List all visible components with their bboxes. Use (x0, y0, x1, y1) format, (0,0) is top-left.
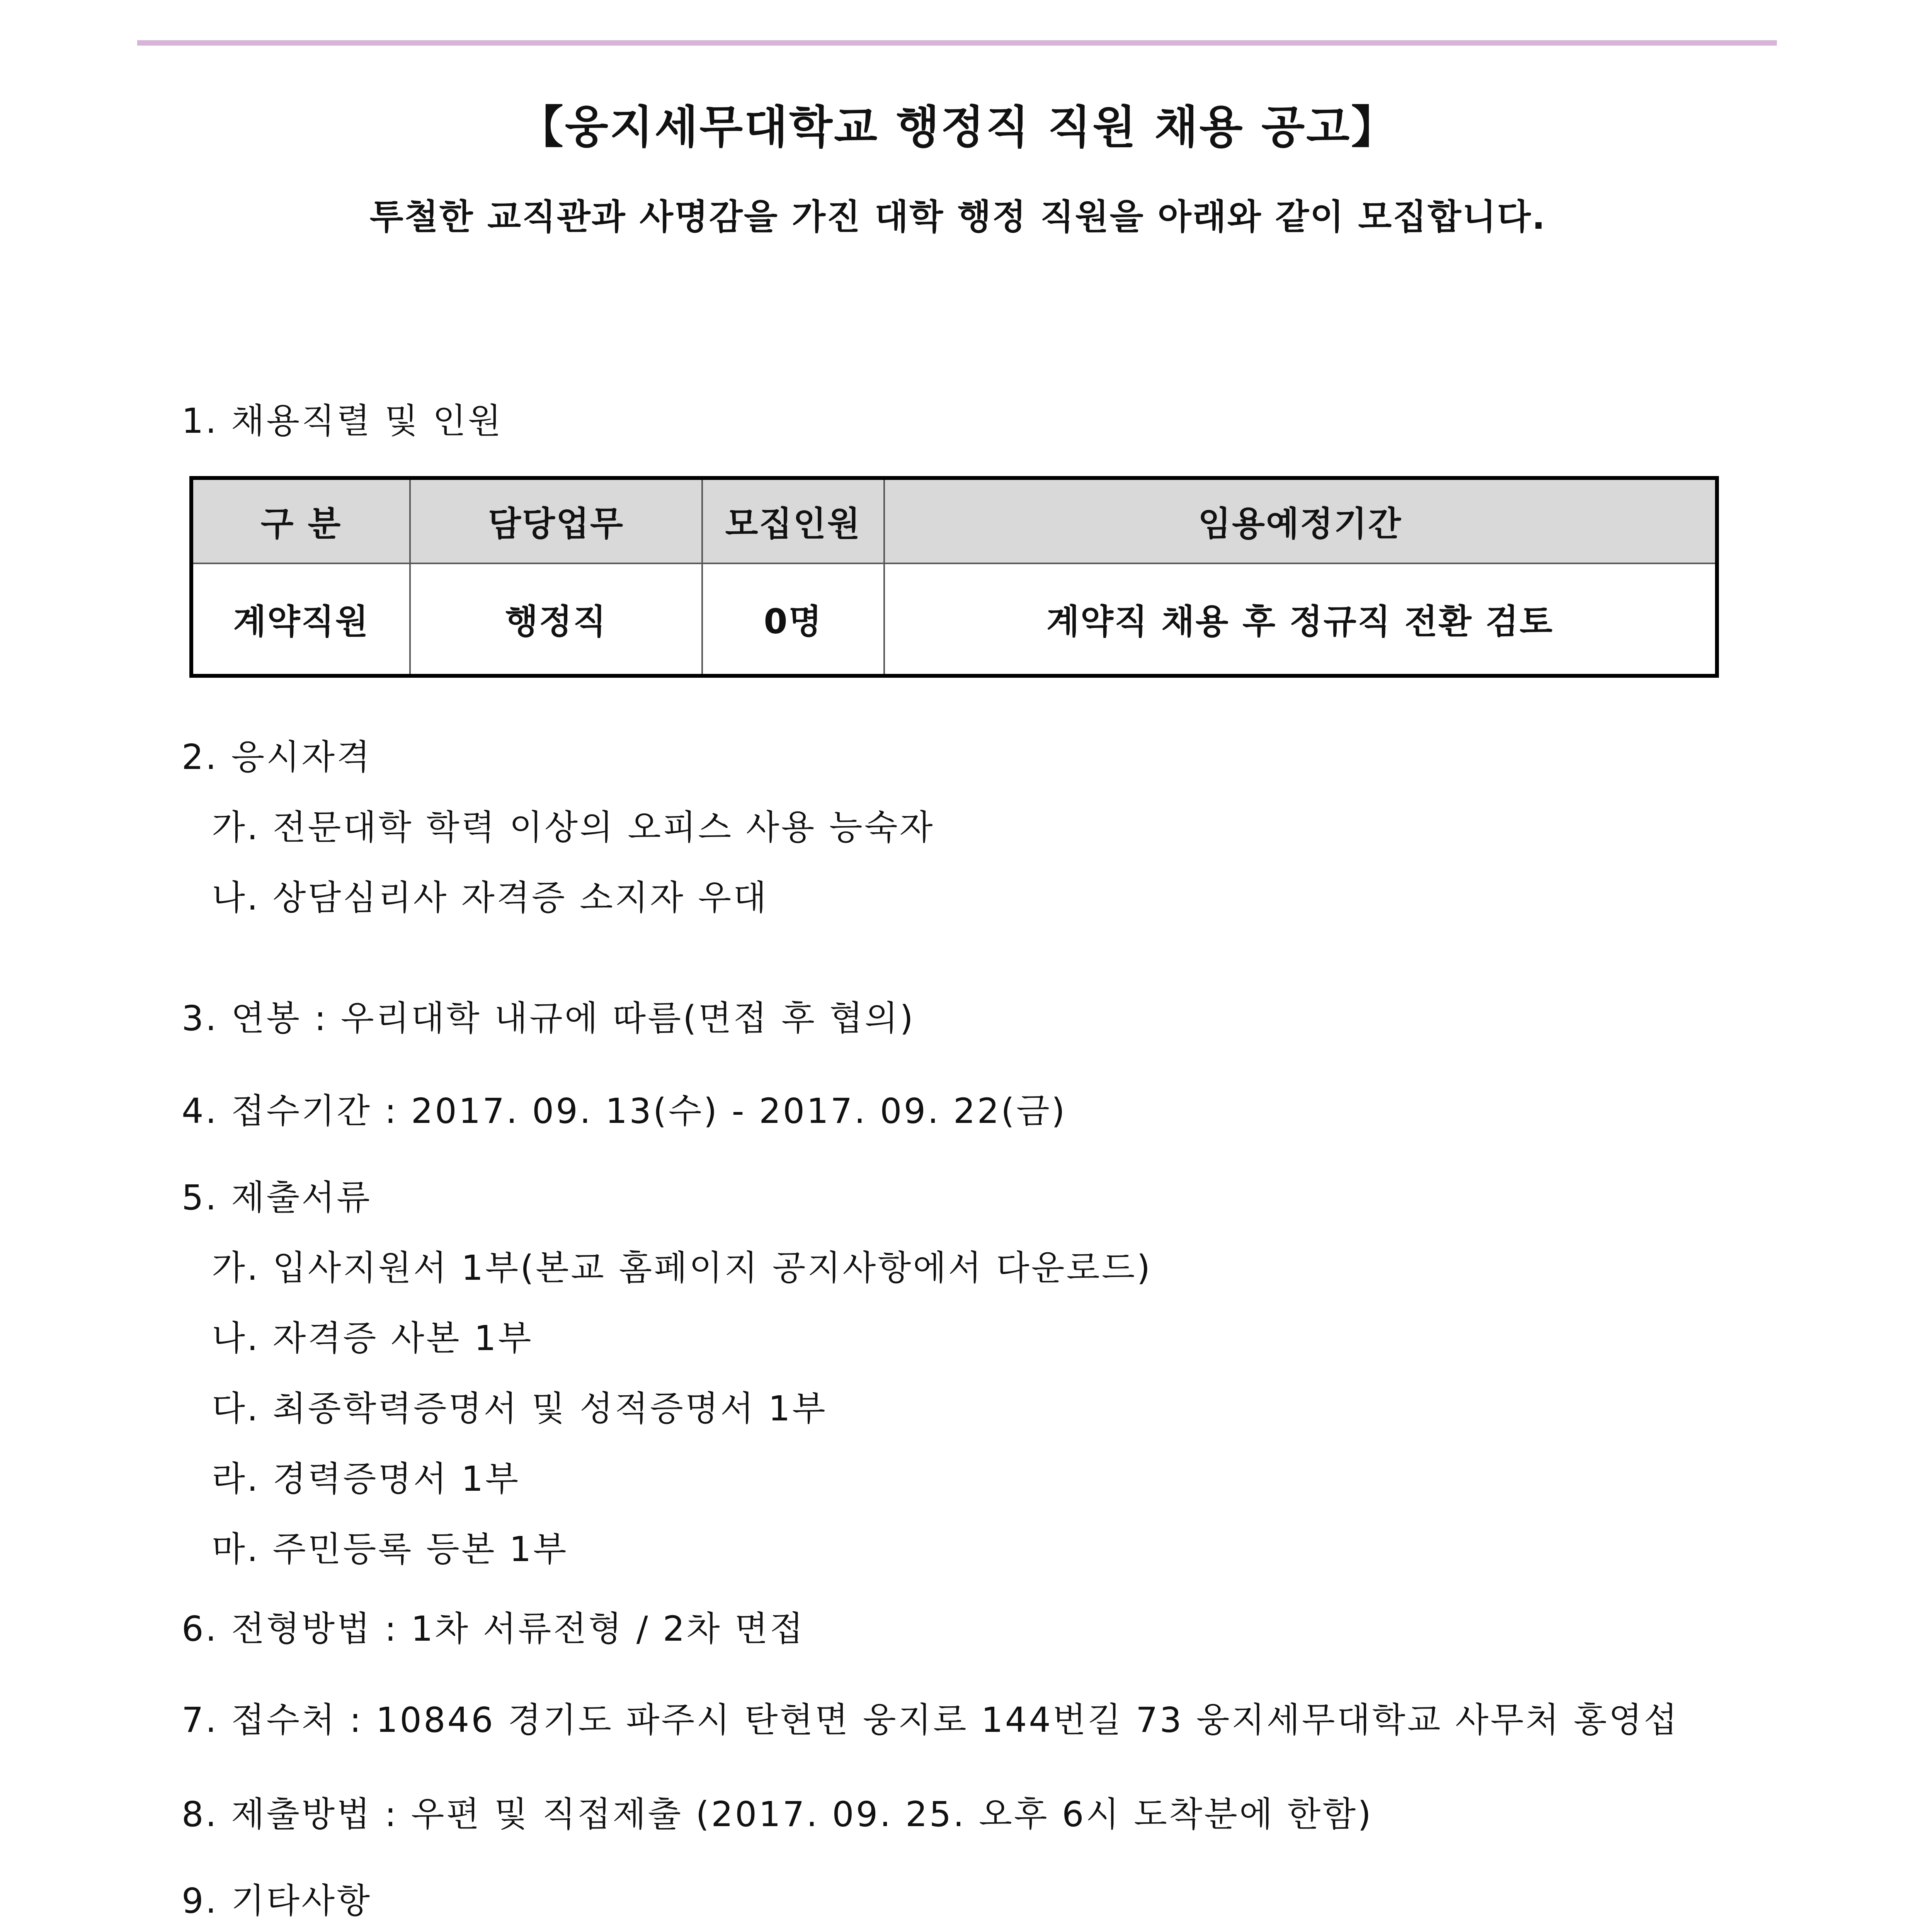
section-8-submission: 8. 제출방법 : 우편 및 직접제출 (2017. 09. 25. 오후 6시 도착분에 한함) (182, 1794, 1373, 1834)
table-cell-category: 계약직원 (193, 564, 411, 674)
top-decorative-rule (137, 40, 1777, 46)
table-cell-headcount: 0명 (703, 564, 885, 674)
section-7-address: 7. 접수처 : 10846 경기도 파주시 탄현면 웅지로 144번길 73 웅지세무대학교 사무처 홍영섭 (182, 1700, 1679, 1740)
table-header-duty: 담당업무 (411, 480, 703, 564)
section-9-heading: 9. 기타사항 (182, 1881, 372, 1921)
section-5-item: 다. 최종학력증명서 및 성적증명서 1부 (212, 1388, 827, 1429)
section-2-heading: 2. 응시자격 (182, 737, 372, 777)
section-5-item: 마. 주민등록 등본 1부 (212, 1529, 568, 1569)
recruitment-table (189, 476, 1719, 678)
section-5-item: 라. 경력증명서 1부 (212, 1459, 521, 1499)
notice-title: 【웅지세무대학교 행정직 직원 채용 공고】 (518, 101, 1398, 153)
notice-subtitle: 투철한 교직관과 사명감을 가진 대학 행정 직원을 아래와 같이 모집합니다. (369, 197, 1547, 237)
table-cell-period: 계약직 채용 후 정규직 전환 검토 (1046, 602, 1554, 641)
table-header-headcount: 모집인원 (703, 480, 885, 564)
section-5-item: 나. 자격증 사본 1부 (212, 1318, 533, 1358)
section-1-heading: 1. 채용직렬 및 인원 (182, 401, 503, 441)
section-3-salary: 3. 연봉 : 우리대학 내규에 따름(면접 후 협의) (182, 998, 915, 1038)
table-header-period: 임용예정기간 (885, 480, 1715, 564)
table-cell-duty: 행정직 (411, 564, 703, 674)
section-5-item: 가. 입사지원서 1부(본교 홈페이지 공지사항에서 다운로드) (212, 1248, 1152, 1288)
section-2-item: 나. 상담심리사 자격증 소지자 우대 (212, 878, 769, 918)
section-6-method: 6. 전형방법 : 1차 서류전형 / 2차 면접 (182, 1609, 805, 1649)
section-2-item: 가. 전문대학 학력 이상의 오피스 사용 능숙자 (212, 807, 935, 847)
section-4-period: 4. 접수기간 : 2017. 09. 13(수) - 2017. 09. 22(금) (182, 1091, 1067, 1131)
section-5-heading: 5. 제출서류 (182, 1177, 372, 1218)
table-header-category: 구 분 (193, 480, 411, 564)
